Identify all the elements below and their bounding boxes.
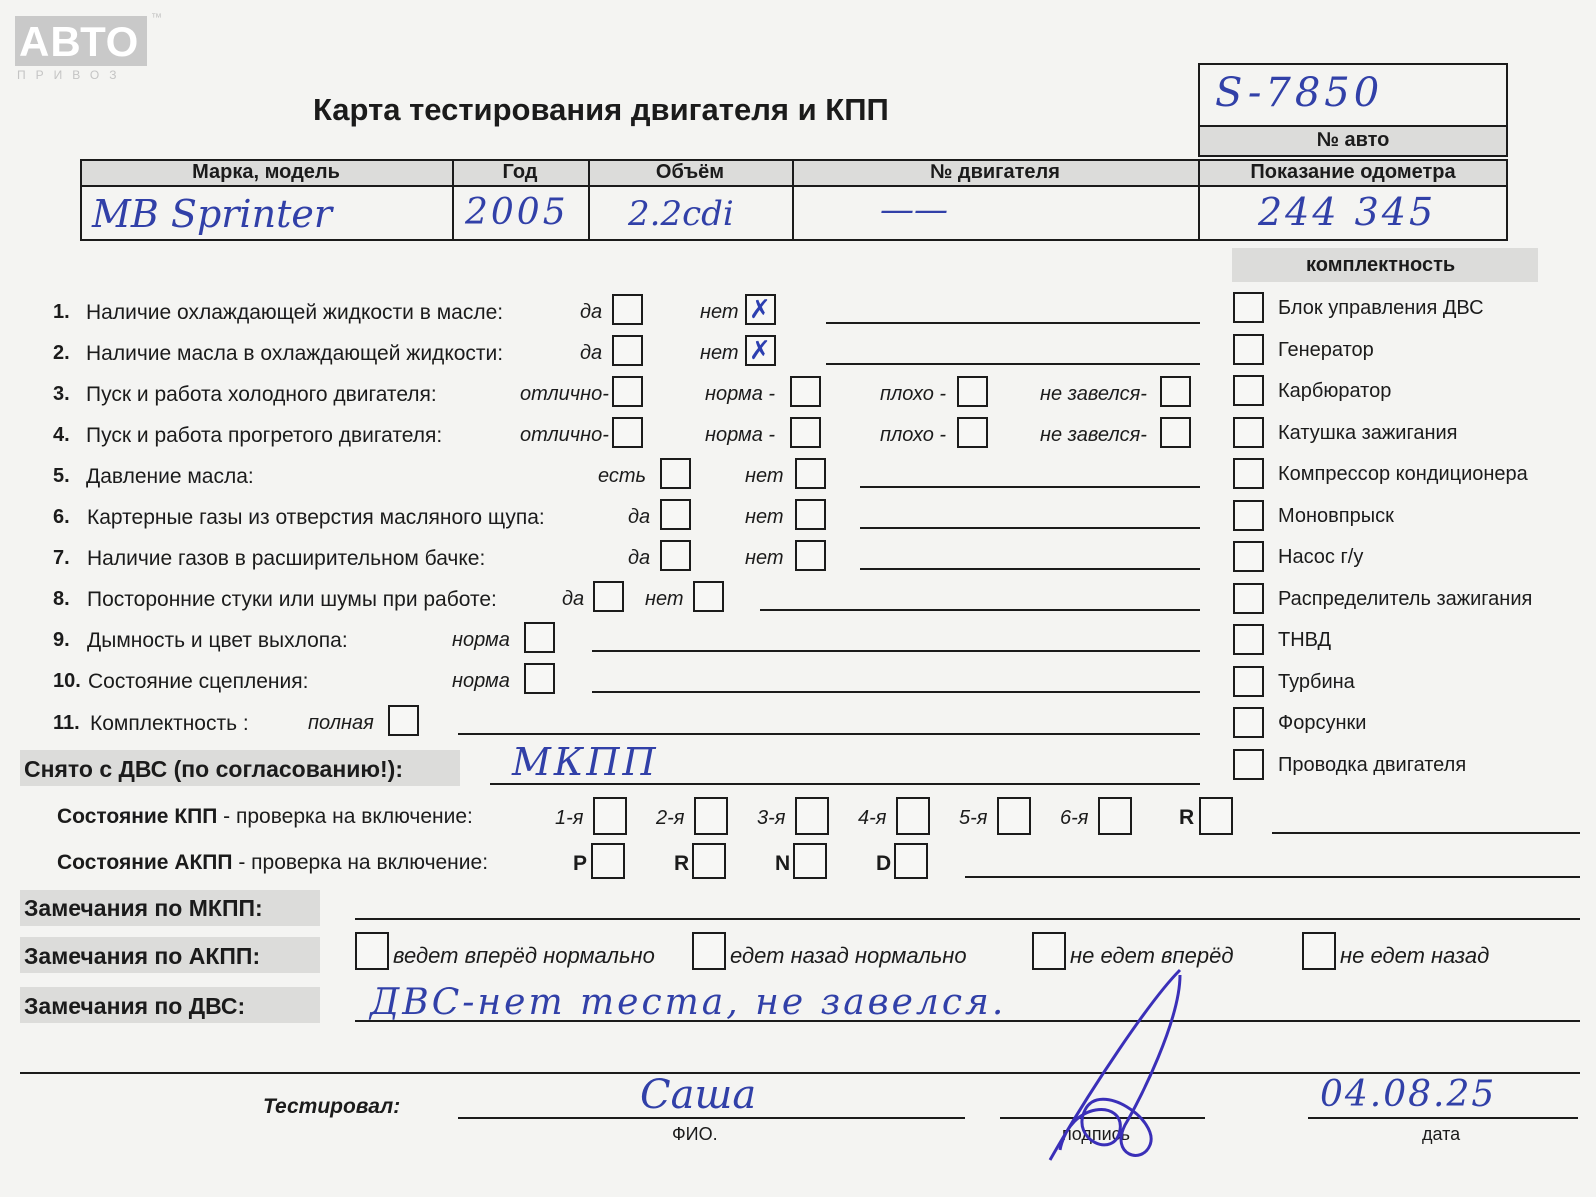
- answer-line: [592, 650, 1200, 652]
- kit-checkbox[interactable]: [1233, 458, 1264, 489]
- kit-checkbox[interactable]: [1233, 666, 1264, 697]
- option-checkbox[interactable]: [612, 335, 643, 366]
- auto-number-label: № авто: [1316, 129, 1390, 151]
- remark-option-label: не едет назад: [1340, 943, 1490, 968]
- kit-item-label: Распределитель зажигания: [1278, 587, 1533, 610]
- gear-checkbox[interactable]: [896, 797, 930, 835]
- item-number: 11.: [53, 712, 80, 734]
- option-label: да: [628, 547, 651, 569]
- gear-label: P: [573, 852, 588, 875]
- option-label: да: [628, 506, 651, 528]
- item-number: 9.: [53, 629, 70, 651]
- gear-checkbox[interactable]: [793, 843, 827, 879]
- option-label: не завелся-: [1040, 383, 1147, 405]
- answer-line: [860, 527, 1200, 529]
- mkpp-label: [57, 805, 473, 829]
- option-checkbox[interactable]: [660, 458, 691, 489]
- gear-checkbox[interactable]: [692, 843, 726, 879]
- signature-mark: [1030, 960, 1240, 1170]
- kit-item-label: Катушка зажигания: [1278, 421, 1458, 444]
- answer-line: [860, 568, 1200, 570]
- remark-checkbox[interactable]: [1302, 932, 1336, 970]
- year-value: 2005: [465, 192, 569, 233]
- kit-checkbox[interactable]: [1233, 334, 1264, 365]
- answer-line: [458, 733, 1200, 735]
- kit-title: комплектность: [1306, 254, 1456, 276]
- gear-checkbox[interactable]: [795, 797, 829, 835]
- item-number: 7.: [53, 547, 70, 569]
- answer-line: [826, 363, 1200, 365]
- signature-caption: подпись: [1062, 1124, 1131, 1144]
- akpp-label-bold: Состояние АКПП: [57, 851, 233, 874]
- option-checkbox[interactable]: [524, 622, 555, 653]
- option-checkbox[interactable]: [795, 540, 826, 571]
- akpp-line: [965, 876, 1580, 878]
- header-brand: Марка, модель: [192, 161, 340, 183]
- option-label: нет: [645, 588, 684, 610]
- header-odometer: Показание одометра: [1250, 161, 1456, 183]
- option-checkbox[interactable]: [957, 417, 988, 448]
- name-line: [458, 1117, 965, 1119]
- header-year: Год: [502, 161, 538, 183]
- gear-checkbox[interactable]: [1199, 797, 1233, 835]
- option-label: есть: [598, 465, 647, 487]
- answer-line: [860, 486, 1200, 488]
- gear-checkbox[interactable]: [591, 843, 625, 879]
- kit-checkbox[interactable]: [1233, 583, 1264, 614]
- option-checkbox[interactable]: [1160, 376, 1191, 407]
- kit-item-label: Проводка двигателя: [1278, 753, 1467, 776]
- kit-checkbox[interactable]: [1233, 707, 1264, 738]
- option-checkbox[interactable]: [745, 294, 776, 325]
- item-text: Давление масла:: [86, 465, 254, 488]
- date-line: [1308, 1117, 1578, 1119]
- removed-line: [490, 783, 1200, 785]
- item-number: 6.: [53, 506, 70, 528]
- gear-checkbox[interactable]: [593, 797, 627, 835]
- removed-label: Снято с ДВС (по согласованию!):: [24, 756, 403, 782]
- option-checkbox[interactable]: [957, 376, 988, 407]
- option-checkbox[interactable]: [660, 540, 691, 571]
- kit-item-label: Карбюратор: [1278, 380, 1392, 402]
- option-checkbox[interactable]: [612, 294, 643, 325]
- option-label: нет: [745, 465, 784, 487]
- kit-item-label: Турбина: [1278, 670, 1355, 693]
- gear-label: 2-я: [656, 807, 685, 829]
- option-checkbox[interactable]: [745, 335, 776, 366]
- kit-item-label: Моновпрыск: [1278, 504, 1394, 527]
- akpp-remarks-label: Замечания по АКПП:: [24, 943, 261, 969]
- kit-checkbox[interactable]: [1233, 541, 1264, 572]
- brand-value: MB Sprinter: [92, 192, 332, 236]
- option-label: нет: [700, 301, 739, 323]
- name-caption: ФИО.: [672, 1124, 718, 1144]
- kit-checkbox[interactable]: [1233, 624, 1264, 655]
- gear-label: 1-я: [555, 807, 584, 829]
- item-text: Дымность и цвет выхлопа:: [87, 629, 348, 652]
- gear-label: R: [674, 852, 690, 875]
- akpp-label: [57, 851, 488, 875]
- gear-checkbox[interactable]: [694, 797, 728, 835]
- kit-item-label: Компрессор кондиционера: [1278, 463, 1528, 485]
- logo-main-text: АВТО: [19, 18, 140, 65]
- answer-line: [826, 322, 1200, 324]
- option-checkbox[interactable]: [388, 705, 419, 736]
- option-label: норма: [452, 670, 510, 692]
- option-label: плохо -: [880, 424, 947, 446]
- odometer-value: 244 345: [1258, 190, 1437, 234]
- date-value: 04.08.25: [1320, 1074, 1497, 1115]
- kit-checkbox[interactable]: [1233, 375, 1264, 406]
- option-label: плохо -: [880, 383, 947, 405]
- mkpp-line: [1272, 832, 1580, 834]
- gear-checkbox[interactable]: [1098, 797, 1132, 835]
- option-label: отлично-: [520, 383, 609, 405]
- option-checkbox[interactable]: [790, 376, 821, 407]
- item-text: Посторонние стуки или шумы при работе:: [87, 588, 497, 611]
- mkpp-label-rest: - проверка на включение:: [217, 805, 473, 828]
- logo-trademark: ™: [151, 12, 162, 24]
- option-checkbox[interactable]: [524, 663, 555, 694]
- kit-item-label: Форсунки: [1278, 712, 1367, 734]
- check-mark-icon: ✗: [749, 336, 771, 366]
- kit-checkbox[interactable]: [1233, 500, 1264, 531]
- gear-label: 6-я: [1060, 807, 1089, 829]
- option-label: нет: [700, 342, 739, 364]
- option-label: да: [562, 588, 585, 610]
- kit-item-label: Насос г/у: [1278, 546, 1364, 568]
- tester-name: Саша: [640, 1072, 757, 1118]
- dvs-remarks-line: [355, 1020, 1580, 1022]
- logo-sub-text: ПРИВОЗ: [17, 68, 127, 82]
- item-number: 3.: [53, 383, 70, 405]
- gear-label: N: [775, 852, 791, 875]
- item-number: 1.: [53, 301, 70, 323]
- option-checkbox[interactable]: [1160, 417, 1191, 448]
- kit-item-label: Блок управления ДВС: [1278, 297, 1484, 319]
- option-label: да: [580, 301, 603, 323]
- engine-number-value: ——: [880, 190, 948, 230]
- option-label: нет: [745, 547, 784, 569]
- gear-label: 5-я: [959, 807, 988, 829]
- gear-checkbox[interactable]: [997, 797, 1031, 835]
- item-text: Состояние сцепления:: [88, 670, 309, 693]
- kit-item-label: Генератор: [1278, 338, 1374, 361]
- item-text: Наличие охлаждающей жидкости в масле:: [86, 301, 504, 324]
- gear-label: 4-я: [858, 807, 887, 829]
- gear-label: R: [1179, 806, 1195, 829]
- gear-checkbox[interactable]: [894, 843, 928, 879]
- option-label: отлично-: [520, 424, 609, 446]
- option-checkbox[interactable]: [612, 417, 643, 448]
- item-text: Наличие газов в расширительном бачке:: [87, 547, 486, 570]
- option-checkbox[interactable]: [593, 581, 624, 612]
- tested-by-label: Тестировал:: [263, 1095, 401, 1118]
- header-engine-number: № двигателя: [930, 161, 1060, 183]
- option-checkbox[interactable]: [660, 499, 691, 530]
- volume-value: 2.2cdi: [628, 194, 734, 234]
- kit-checkbox[interactable]: [1233, 417, 1264, 448]
- option-label: да: [580, 342, 603, 364]
- dvs-remarks-label: Замечания по ДВС:: [24, 993, 246, 1019]
- remark-option-label: не едет вперёд: [1070, 943, 1234, 968]
- header-volume: Объём: [655, 161, 725, 183]
- item-number: 8.: [53, 588, 70, 610]
- remark-checkbox[interactable]: [692, 932, 726, 970]
- remark-option-label: ведет вперёд нормально: [393, 943, 655, 968]
- item-text: Картерные газы из отверстия масляного щупа:: [87, 506, 545, 529]
- answer-line: [760, 609, 1200, 611]
- item-text: Наличие масла в охлаждающей жидкости:: [86, 342, 504, 365]
- form-title: Карта тестирования двигателя и КПП: [313, 92, 889, 127]
- item-text: Пуск и работа прогретого двигателя:: [86, 424, 443, 447]
- option-label: полная: [308, 712, 374, 734]
- item-number: 10.: [53, 670, 81, 692]
- check-mark-icon: ✗: [749, 295, 771, 325]
- option-label: норма: [452, 629, 510, 651]
- item-number: 2.: [53, 342, 70, 364]
- option-label: норма -: [705, 424, 776, 446]
- option-checkbox[interactable]: [693, 581, 724, 612]
- item-number: 5.: [53, 465, 70, 487]
- item-text: Пуск и работа холодного двигателя:: [86, 383, 437, 406]
- date-caption: дата: [1422, 1124, 1461, 1144]
- item-number: 4.: [53, 424, 70, 446]
- option-label: нет: [745, 506, 784, 528]
- remark-option-label: едет назад нормально: [730, 943, 967, 968]
- kit-checkbox[interactable]: [1233, 292, 1264, 323]
- auto-number-value: S-7850: [1215, 70, 1384, 116]
- mkpp-label-bold: Состояние КПП: [57, 805, 218, 828]
- option-checkbox[interactable]: [795, 458, 826, 489]
- mkpp-remarks-line: [355, 918, 1580, 920]
- answer-line: [592, 691, 1200, 693]
- kit-item-label: ТНВД: [1278, 629, 1332, 651]
- remark-checkbox[interactable]: [355, 932, 389, 970]
- option-checkbox[interactable]: [612, 376, 643, 407]
- item-text: Комплектность :: [90, 712, 249, 735]
- mkpp-remarks-label: Замечания по МКПП:: [24, 895, 263, 921]
- gear-label: D: [876, 852, 892, 875]
- logo: [15, 12, 162, 82]
- dvs-remarks-value: ДВС-нет теста, не завелся.: [370, 982, 1007, 1023]
- option-checkbox[interactable]: [790, 417, 821, 448]
- gear-label: 3-я: [757, 807, 786, 829]
- option-label: не завелся-: [1040, 424, 1147, 446]
- kit-checkbox[interactable]: [1233, 749, 1264, 780]
- option-label: норма -: [705, 383, 776, 405]
- akpp-label-rest: - проверка на включение:: [232, 851, 489, 874]
- removed-value: МКПП: [512, 740, 659, 784]
- option-checkbox[interactable]: [795, 499, 826, 530]
